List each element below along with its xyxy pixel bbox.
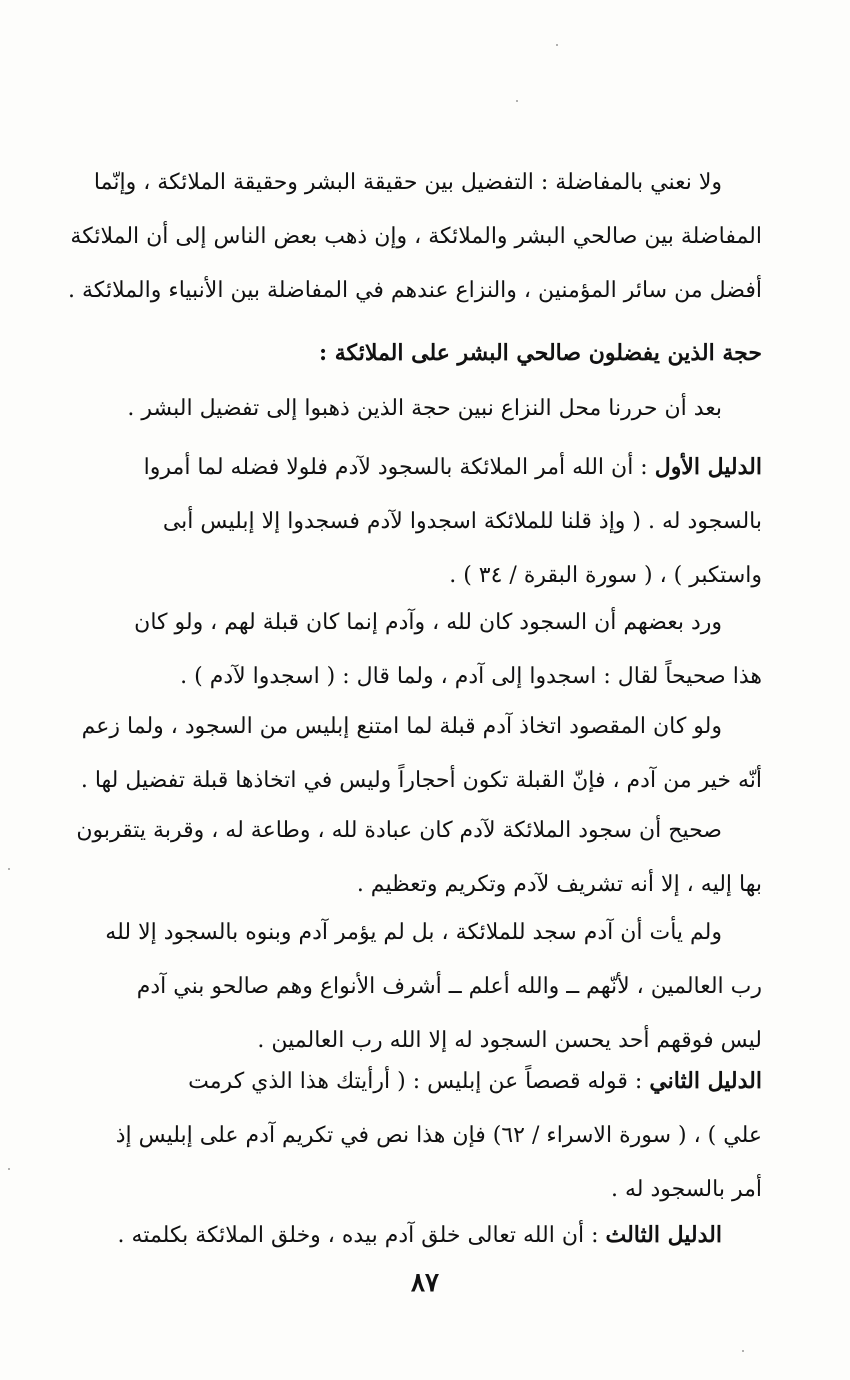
text-span: : أن الله تعالى خلق آدم بيده ، وخلق الملائكة بكلمته . <box>117 1223 606 1248</box>
text-line: هذا صحيحاً لقال : اسجدوا إلى آدم ، ولما قال : ( اسجدوا لآدم ) . <box>180 664 762 689</box>
paragraph-qibla <box>80 700 762 808</box>
evidence-label: الدليل الأول <box>654 454 762 480</box>
paragraph-objection <box>90 596 762 704</box>
text-span: : أن الله أمر الملائكة بالسجود لآدم فلولا فضله لما أمروا <box>143 455 655 480</box>
evidence-label: الدليل الثالث <box>605 1222 722 1248</box>
text-line: واستكبر ) ، ( سورة البقرة / ٣٤ ) . <box>449 563 762 588</box>
text-line: أمر بالسجود له . <box>610 1177 762 1202</box>
text-line: بالسجود له . ( وإذ قلنا للملائكة اسجدوا لآدم فسجدوا إلا إبليس أبى <box>162 509 762 534</box>
text-line <box>90 1054 762 1109</box>
scan-speck <box>742 1350 744 1352</box>
text-line: ليس فوقهم أحد يحسن السجود له إلا الله رب العالمين . <box>257 1028 762 1053</box>
text-line: رب العالمين ، لأنّهم ــ والله أعلم ــ أشرف الأنواع وهم صالحو بني آدم <box>136 974 762 999</box>
text-line <box>90 440 762 495</box>
paragraph-worship <box>76 804 762 912</box>
text-line: علي ) ، ( سورة الاسراء / ٦٢) فإن هذا نص في تكريم آدم على إبليس إذ <box>115 1123 762 1148</box>
text-line <box>90 1208 762 1263</box>
text-line: بعد أن حررنا محل النزاع نبين حجة الذين ذهبوا إلى تفضيل البشر . <box>127 396 722 421</box>
paragraph-intro <box>68 156 762 318</box>
paragraph-second-evidence <box>90 1054 762 1217</box>
scan-speck <box>556 44 558 46</box>
text-line: أنّه خير من آدم ، فإنّ القبلة تكون أحجاراً وليس في اتخاذها قبلة تفضيل لها . <box>80 768 762 793</box>
paragraph-first-evidence <box>90 440 762 603</box>
text-line: ولم يأت أن آدم سجد للملائكة ، بل لم يؤمر آدم وبنوه بالسجود إلا لله <box>105 920 722 945</box>
text-line: ولو كان المقصود اتخاذ آدم قبلة لما امتنع إبليس من السجود ، ولما زعم <box>81 714 722 739</box>
scan-speck <box>8 1168 10 1170</box>
evidence-label: الدليل الثاني <box>649 1068 762 1094</box>
scan-speck <box>516 100 518 102</box>
text-line: صحيح أن سجود الملائكة لآدم كان عبادة لله ، وطاعة له ، وقربة يتقربون <box>76 818 722 843</box>
section-heading-block <box>90 326 762 380</box>
scan-speck <box>8 868 10 870</box>
paragraph-scope <box>90 382 762 436</box>
text-line: بها إليه ، إلا أنه تشريف لآدم وتكريم وتعظيم . <box>356 872 762 897</box>
text-line: ولا نعني بالمفاضلة : التفضيل بين حقيقة البشر وحقيقة الملائكة ، وإنّما <box>93 170 722 195</box>
text-line: أفضل من سائر المؤمنين ، والنزاع عندهم في المفاضلة بين الأنبياء والملائكة . <box>68 278 762 303</box>
text-span: : قوله قصصاً عن إبليس : ( أرأيتك هذا الذي كرمت <box>188 1069 650 1094</box>
section-heading: حجة الذين يفضلون صالحي البشر على الملائكة : <box>318 340 762 366</box>
paragraph-third-evidence <box>90 1208 762 1263</box>
page-number: ٨٧ <box>411 1268 439 1298</box>
paragraph-prostration <box>90 906 762 1068</box>
text-line: المفاضلة بين صالحي البشر والملائكة ، وإن ذهب بعض الناس إلى أن الملائكة <box>70 224 762 249</box>
text-line: ورد بعضهم أن السجود كان لله ، وآدم إنما كان قبلة لهم ، ولو كان <box>134 610 722 635</box>
